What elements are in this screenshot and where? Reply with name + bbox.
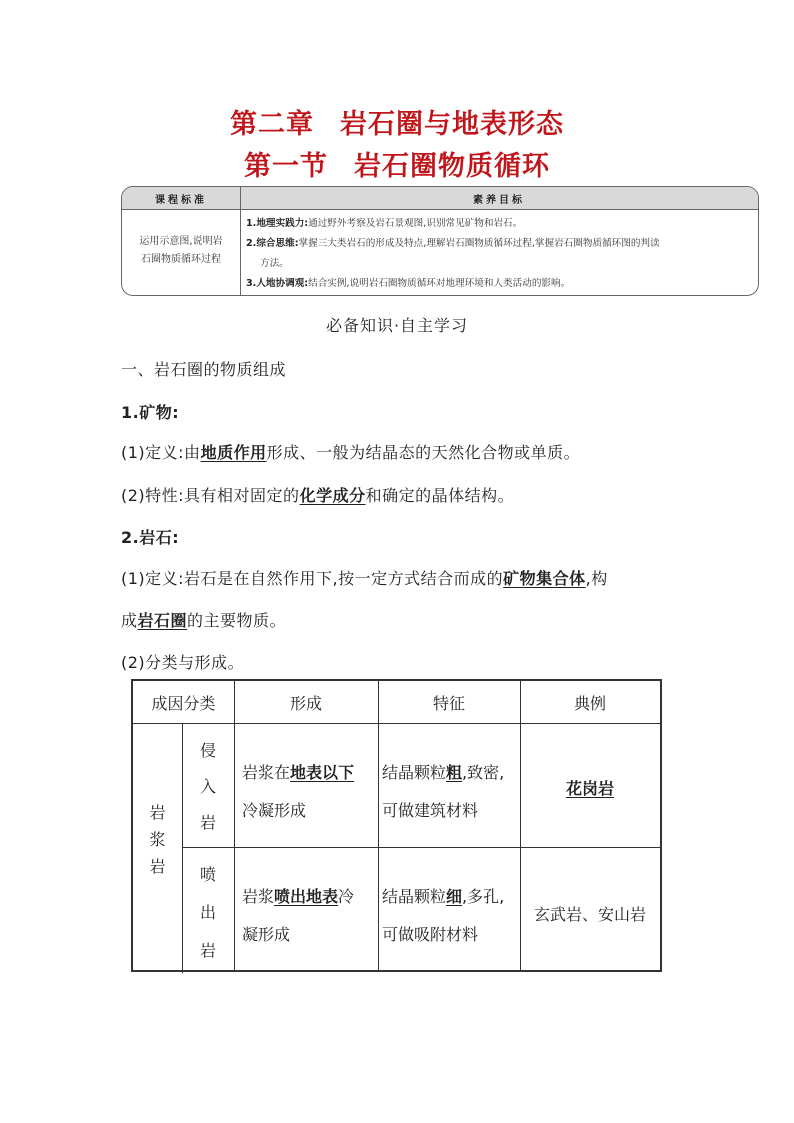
type-label-intrusive [182,733,234,841]
key-term: 化学成分 [299,486,366,505]
rock-classification-table [131,679,662,972]
feature-line [382,754,504,792]
course-standard-text [122,233,240,269]
chapter-name: 岩石圈与地表形态 [340,109,564,140]
goal-item [246,274,752,294]
goal-text: 掌握三大类岩石的形成及特点,理解岩石圈物质循环过程,掌握岩石圈物质循环图的判读 [298,238,660,249]
type-char: 入 [199,777,216,796]
key-term: 细 [446,887,463,906]
feature-line [382,878,504,916]
type-char: 岩 [199,813,216,832]
text-segment: ,构 [585,569,608,588]
text-segment: ,致密, [462,763,505,782]
text-segment: 岩浆在 [242,763,291,782]
chapter-prefix: 第二章 [230,109,314,140]
type-char: 喷 [199,865,216,884]
feature-line: 可做吸附材料 [382,925,479,944]
text-segment: 岩浆 [242,887,275,906]
text-segment: 和确定的晶体结构。 [365,486,515,505]
key-term: 地表以下 [290,763,355,782]
goal-item [246,214,752,234]
feature-extrusive [382,878,504,954]
text-segment: (1)定义:由 [121,443,201,462]
table-divider [378,681,379,970]
mineral-property [121,483,514,506]
feature-line: 可做建筑材料 [382,801,479,820]
key-term: 地质作用 [200,443,267,462]
heading-composition: 一、岩石圈的物质组成 [121,360,287,379]
goal-text: 方法。 [260,258,289,269]
group-label-magmatic [133,799,182,880]
type-label-extrusive [182,856,234,970]
key-term: 矿物集合体 [503,569,586,588]
goal-text: 通过野外考察及岩石景观图,识别常见矿物和岩石。 [308,218,523,229]
goal-item-continued [246,254,752,274]
text-segment: 的主要物质。 [187,611,287,630]
course-standard-line2: 石圈物质循环过程 [141,254,221,265]
formation-extrusive [242,878,354,954]
formation-line: 凝形成 [242,925,291,944]
group-char: 岩 [149,803,166,822]
goal-item [246,234,752,254]
standards-header [122,187,758,210]
chapter-title [0,102,794,141]
section-title: 必备知识·自主学习 [325,316,469,335]
text-segment: 成 [121,611,138,630]
table-divider [182,847,660,848]
text-segment: 形成、一般为结晶态的天然化合物或单质。 [266,443,581,462]
group-char: 岩 [149,857,166,876]
group-char: 浆 [149,830,166,849]
key-term: 粗 [446,763,463,782]
heading-mineral: 1.矿物: [121,403,180,422]
header-course-standard: 课程标准 [155,195,207,206]
key-term: 喷出地表 [274,887,339,906]
rock-classification-heading: (2)分类与形成。 [121,653,245,672]
type-char: 岩 [199,941,216,960]
rock-definition [121,566,608,589]
text-segment: 冷 [338,887,355,906]
table-header: 形成 [289,694,322,713]
text-segment: ,多孔, [462,887,505,906]
type-char: 出 [199,903,216,922]
goal-text: 结合实例,说明岩石圈物质循环对地理环境和人类活动的影响。 [308,278,571,289]
heading-rock: 2.岩石: [121,528,180,547]
goal-label: 3.人地协调观: [246,278,309,289]
formation-intrusive [242,754,354,830]
table-divider [234,681,235,970]
literacy-goals-list [246,214,752,294]
text-segment: 结晶颗粒 [382,763,447,782]
formation-line [242,754,354,792]
example-extrusive: 玄武岩、安山岩 [533,905,646,924]
course-standard-line1: 运用示意图,说明岩 [139,236,223,247]
table-header: 典例 [573,694,606,713]
standards-box [121,186,759,296]
text-segment: 结晶颗粒 [382,887,447,906]
goal-label: 1.地理实践力: [246,218,309,229]
text-segment: (1)定义:岩石是在自然作用下,按一定方式结合而成的 [121,569,504,588]
goal-label: 2.综合思维: [246,238,299,249]
mineral-definition [121,440,580,463]
example-intrusive [520,776,660,799]
table-divider [520,681,521,970]
rock-definition-continued [121,608,286,631]
table-divider [133,723,660,724]
header-literacy-goals: 素养目标 [473,195,525,206]
feature-intrusive [382,754,504,830]
type-char: 侵 [199,741,216,760]
key-term: 岩石圈 [137,611,188,630]
section-heading-title [0,144,794,183]
key-term: 花岗岩 [565,779,614,798]
formation-line: 冷凝形成 [242,801,307,820]
section-prefix: 第一节 [244,151,328,182]
table-header: 成因分类 [151,694,216,713]
text-segment: (2)特性:具有相对固定的 [121,486,300,505]
table-header: 特征 [432,694,465,713]
section-name: 岩石圈物质循环 [354,151,550,182]
standards-divider [240,187,241,295]
formation-line [242,878,354,916]
